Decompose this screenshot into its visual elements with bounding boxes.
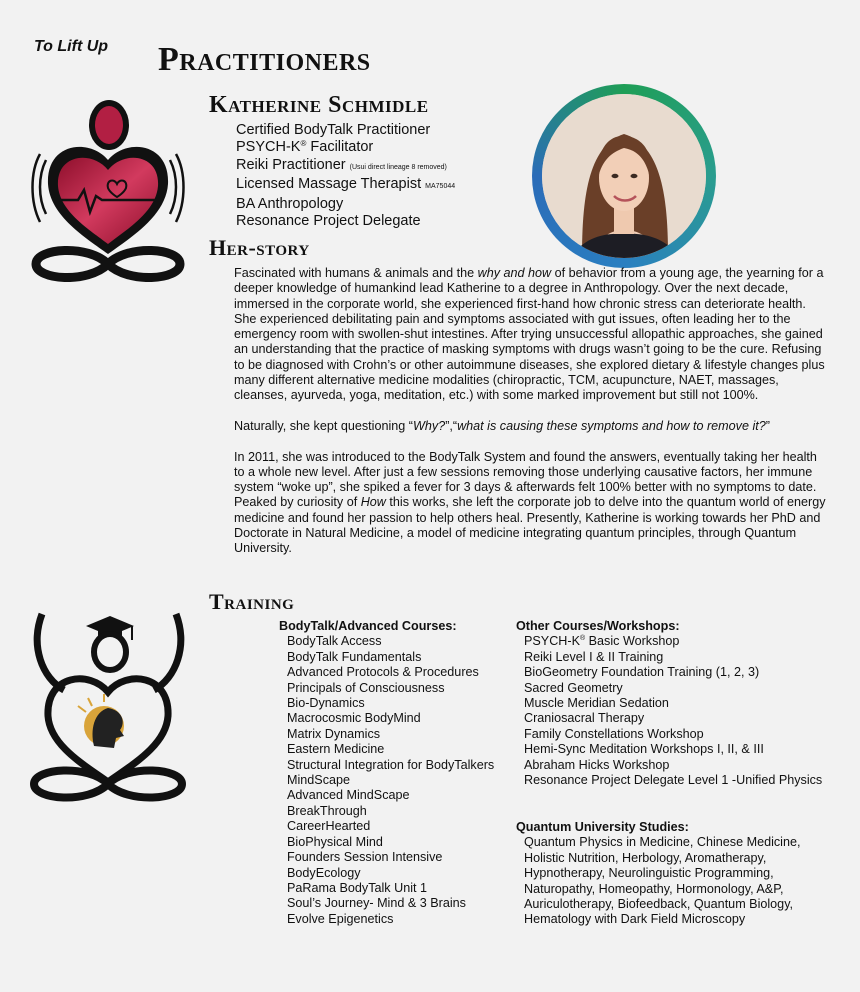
list-item: Bio-Dynamics — [287, 696, 365, 711]
list-item: Matrix Dynamics — [287, 726, 381, 741]
paragraph: Fascinated with humans & animals and the why and how of behavior from a young age, the yearning for a deeper knowledge of humankind lead Katherine to a degree in Anthropology. Over the next decade, immersed in the corporate world, she experienced first-hand how chronic stress can deteriorate health. She experienced debilitating pain and symptoms associated with gut issues, often leading her to the emergency room with swollen-shut intestines. After trying unsuccessful allopathic approaches, she gained an understanding that the practice of masking symptoms with drugs wasn’t going to be the cure. Refusing to be diagnosed with Crohn’s or other autoimmune diseases, she explored dietary & lifestyle changes plus many different alternative medicine modalities (chiropractic, TCM, acupuncture, NAET, massages, cleanses, ayurveda, yoga, meditation, etc.) with some marked improvement but still not 100%. — [234, 266, 825, 403]
portrait-frame — [532, 84, 716, 268]
paragraph: In 2011, she was introduced to the BodyTalk System and found the answers, eventually taking her health to a whole new level. After just a few sessions removing those underlying causative factors, her immune system “woke up”, she spiked a fever for 3 days & afterwards felt 100% better with no symptoms to date. Peaked by curiosity of How this works, she left the corporate job to delve into the quantum world of energy medicine and found her passion to help others heal. Presently, Katherine is working towards her PhD and Doctorate in Natural Medicine, a model of medicine integrating quantum principles, through Quantum University. — [234, 449, 826, 556]
list-item: Holistic Nutrition, Herbology, Aromatherapy, — [524, 850, 767, 865]
practitioner-name: Katherine Schmidle — [209, 92, 429, 118]
credentials-list — [236, 122, 455, 230]
list-item: Hemi-Sync Meditation Workshops I, II, & III — [524, 742, 764, 757]
heart-meditation-logo — [28, 98, 188, 282]
list-item: Soul’s Journey- Mind & 3 Brains — [287, 896, 466, 911]
other-list — [516, 634, 822, 788]
page-title: Practitioners — [158, 41, 371, 78]
list-item: BioPhysical Mind — [287, 834, 383, 849]
list-item: Muscle Meridian Sedation — [524, 696, 669, 711]
bodytalk-heading: BodyTalk/Advanced Courses: — [279, 619, 457, 633]
list-item: Evolve Epigenetics — [287, 911, 394, 926]
quantum-studies — [516, 820, 801, 928]
graduate-heart-logo — [28, 606, 188, 806]
list-item: Family Constellations Workshop — [524, 726, 704, 741]
list-item: Macrocosmic BodyMind — [287, 711, 421, 726]
paragraph: Naturally, she kept questioning “Why?”,“what is causing these symptoms and how to remove it?” — [234, 418, 770, 433]
list-item: BioGeometry Foundation Training (1, 2, 3) — [524, 665, 760, 680]
list-item: BodyTalk Access — [287, 634, 382, 649]
list-item: Auriculotherapy, Biofeedback, Quantum Biology, — [524, 897, 794, 912]
list-item: MindScape — [287, 773, 351, 788]
herstory-heading: Her-story — [209, 235, 310, 260]
credential-item: BA Anthropology — [236, 195, 344, 212]
credential-item: Certified BodyTalk Practitioner — [236, 122, 431, 138]
list-item: CareerHearted — [287, 819, 371, 834]
list-item: Advanced MindScape — [287, 788, 410, 803]
list-item: Abraham Hicks Workshop — [524, 757, 670, 772]
other-heading: Other Courses/Workshops: — [516, 619, 680, 633]
quantum-heading: Quantum University Studies: — [516, 820, 689, 834]
list-item: Sacred Geometry — [524, 680, 623, 695]
list-item: Advanced Protocols & Procedures — [287, 665, 479, 680]
herstory-text — [234, 266, 826, 572]
credential-item: Reiki Practitioner (Usui direct lineage 8 removed) — [236, 156, 447, 173]
list-item: BodyTalk Fundamentals — [287, 649, 422, 664]
list-item: Naturopathy, Homeopathy, Hormonology, A&P, — [524, 881, 784, 896]
list-item: Founders Session Intensive — [287, 850, 443, 865]
list-item: Reiki Level I & II Training — [524, 649, 664, 664]
quantum-list — [516, 835, 801, 927]
bodytalk-list — [279, 634, 494, 927]
list-item: PSYCH-K® Basic Workshop — [524, 634, 680, 649]
list-item: BodyEcology — [287, 865, 361, 880]
list-item: BreakThrough — [287, 803, 367, 818]
list-item: Principals of Consciousness — [287, 680, 445, 695]
tagline: To Lift Up — [34, 38, 109, 55]
list-item: Quantum Physics in Medicine, Chinese Medicine, — [524, 835, 801, 850]
credential-item: Licensed Massage Therapist MA75044 — [236, 176, 456, 193]
portrait-photo — [542, 94, 706, 258]
training-heading: Training — [209, 589, 295, 614]
list-item: Craniosacral Therapy — [524, 711, 645, 726]
list-item: Resonance Project Delegate Level 1 -Unified Physics — [524, 773, 823, 788]
list-item: Structural Integration for BodyTalkers — [287, 757, 495, 772]
list-item: Hypnotherapy, Neurolinguistic Programming, — [524, 866, 774, 881]
list-item: PaRama BodyTalk Unit 1 — [287, 880, 427, 895]
other-courses — [516, 619, 822, 788]
list-item: Eastern Medicine — [287, 742, 385, 757]
list-item: Hematology with Dark Field Microscopy — [524, 912, 746, 927]
credential-item: Resonance Project Delegate — [236, 213, 421, 230]
bodytalk-courses — [279, 619, 494, 927]
credential-item: PSYCH-K® Facilitator — [236, 139, 374, 156]
